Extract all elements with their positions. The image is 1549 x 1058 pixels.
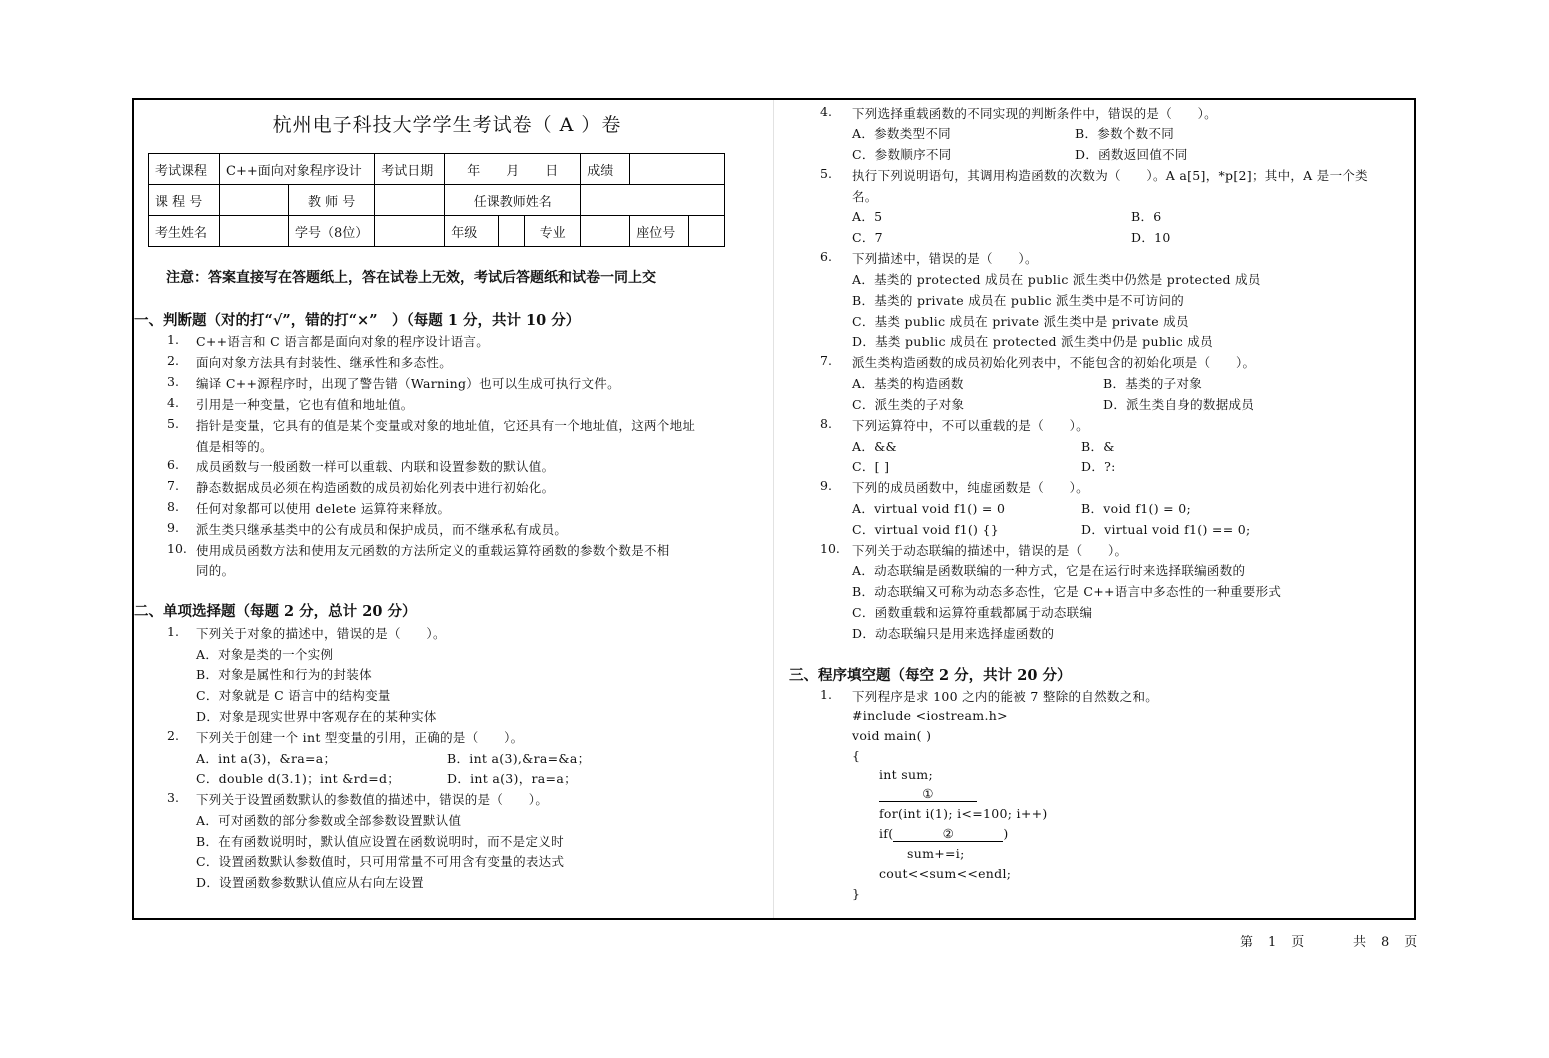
code-line: { bbox=[852, 748, 861, 763]
question-stem: 下列运算符中，不可以重载的是（ ）。 bbox=[852, 418, 1089, 433]
option: B．int a(3),&ra=&a； bbox=[447, 751, 591, 766]
blank-2[interactable]: ② bbox=[893, 826, 1003, 842]
option: D．派生类自身的数据成员 bbox=[1103, 397, 1255, 412]
question-number: 9. bbox=[820, 478, 832, 493]
question-stem: 下列选择重载函数的不同实现的判断条件中，错误的是（ ）。 bbox=[852, 106, 1217, 121]
option: D．?: bbox=[1081, 459, 1116, 474]
code-line: void main( ) bbox=[852, 728, 932, 743]
question-number: 10. bbox=[820, 541, 840, 556]
judge-item: 使用成员函数方法和使用友元函数的方法所定义的重载运算符函数的参数个数是不相 bbox=[196, 543, 670, 558]
question-number: 1. bbox=[820, 687, 832, 702]
judge-item: 指针是变量，它具有的值是某个变量或对象的地址值，它还具有一个地址值，这两个地址 bbox=[196, 418, 696, 433]
code-line: cout<<sum<<endl; bbox=[879, 866, 1012, 881]
option: D．对象是现实世界中客观存在的某种实体 bbox=[196, 709, 437, 724]
item-number: 7. bbox=[167, 478, 179, 493]
right-column bbox=[786, 100, 1406, 918]
option: A．对象是类的一个实例 bbox=[196, 647, 334, 662]
info-cell[interactable] bbox=[220, 185, 289, 216]
judge-item: 成员函数与一般函数一样可以重载、内联和设置参数的默认值。 bbox=[196, 459, 555, 474]
option: A．&& bbox=[852, 439, 897, 454]
item-number: 5. bbox=[167, 416, 179, 431]
code-blank-line bbox=[879, 786, 977, 802]
judge-item: 任何对象都可以使用 delete 运算符来释放。 bbox=[196, 501, 451, 516]
option: B．基类的子对象 bbox=[1103, 376, 1203, 391]
page-number: 第 1 页 bbox=[1240, 935, 1306, 950]
option: B．6 bbox=[1131, 209, 1162, 224]
option: C．参数顺序不同 bbox=[852, 147, 952, 162]
code-line: int sum; bbox=[879, 767, 933, 782]
info-cell[interactable] bbox=[499, 216, 524, 247]
question-stem: 下列程序是求 100 之内的能被 7 整除的自然数之和。 bbox=[852, 689, 1159, 704]
code-blank-line bbox=[879, 826, 1009, 842]
exam-notice: 注意：答案直接写在答题纸上，答在试卷上无效，考试后答题纸和试卷一同上交 bbox=[166, 270, 656, 286]
item-number: 4. bbox=[167, 395, 179, 410]
option: B．在有函数说明时，默认值应设置在函数说明时，而不是定义时 bbox=[196, 834, 564, 849]
blank-1[interactable]: ① bbox=[879, 786, 977, 802]
option: D．10 bbox=[1131, 230, 1171, 245]
option: A．参数类型不同 bbox=[852, 126, 951, 141]
question-number: 8. bbox=[820, 416, 832, 431]
info-cell: C++面向对象程序设计 bbox=[220, 154, 375, 185]
info-cell: 成绩 bbox=[581, 154, 630, 185]
item-number: 6. bbox=[167, 457, 179, 472]
info-cell[interactable] bbox=[630, 154, 725, 185]
option: D．函数返回值不同 bbox=[1075, 147, 1188, 162]
option: A．int a(3)，&ra=a； bbox=[196, 751, 337, 766]
section-1-title: 一、判断题（对的打“√”，错的打“×” ）（每题 1 分，共计 10 分） bbox=[134, 312, 581, 329]
option: A．基类的 protected 成员在 public 派生类中仍然是 protected 成员 bbox=[852, 272, 1261, 287]
question-stem: 下列关于对象的描述中，错误的是（ ）。 bbox=[196, 626, 446, 641]
option: B．参数个数不同 bbox=[1075, 126, 1175, 141]
info-cell[interactable] bbox=[220, 216, 289, 247]
judge-item: 派生类只继承基类中的公有成员和保护成员，而不继承私有成员。 bbox=[196, 522, 568, 537]
question-number: 4. bbox=[820, 104, 832, 119]
judge-item: 面向对象方法具有封装性、继承性和多态性。 bbox=[196, 355, 453, 370]
info-cell: 任课教师姓名 bbox=[445, 185, 581, 216]
code-line: sum+=i; bbox=[907, 846, 965, 861]
option: A．可对函数的部分参数或全部参数设置默认值 bbox=[196, 813, 462, 828]
question-number: 3. bbox=[167, 790, 179, 805]
option: C．基类 public 成员在 private 派生类中是 private 成员 bbox=[852, 314, 1189, 329]
section-2-title: 二、单项选择题（每题 2 分，总计 20 分） bbox=[134, 603, 417, 620]
judge-item: C++语言和 C 语言都是面向对象的程序设计语言。 bbox=[196, 334, 490, 349]
info-cell[interactable] bbox=[375, 216, 445, 247]
item-number: 3. bbox=[167, 374, 179, 389]
option: D．基类 public 成员在 protected 派生类中仍是 public 成员 bbox=[852, 334, 1213, 349]
info-row bbox=[149, 216, 725, 247]
option: D．动态联编只是用来选择虚函数的 bbox=[852, 626, 1055, 641]
info-cell: 座位号 bbox=[630, 216, 689, 247]
option: C．对象就是 C 语言中的结构变量 bbox=[196, 688, 391, 703]
page-total: 共 8 页 bbox=[1353, 935, 1419, 950]
info-cell: 年 月 日 bbox=[445, 154, 581, 185]
judge-item-cont: 值是相等的。 bbox=[196, 439, 273, 454]
info-cell: 专业 bbox=[524, 216, 580, 247]
item-number: 1. bbox=[167, 332, 179, 347]
question-stem: 下列描述中，错误的是（ ）。 bbox=[852, 251, 1038, 266]
code-line: } bbox=[852, 886, 861, 901]
question-number: 5. bbox=[820, 166, 832, 181]
judge-item: 编译 C++源程序时，出现了警告错（Warning）也可以生成可执行文件。 bbox=[196, 376, 620, 391]
exam-title: 杭州电子科技大学学生考试卷（ A ）卷 bbox=[272, 114, 622, 136]
option: B．基类的 private 成员在 public 派生类中是不可访问的 bbox=[852, 293, 1185, 308]
judge-item: 引用是一种变量，它也有值和地址值。 bbox=[196, 397, 414, 412]
code-if-suffix: ) bbox=[1003, 826, 1009, 841]
option: C．函数重载和运算符重载都属于动态联编 bbox=[852, 605, 1093, 620]
item-number: 9. bbox=[167, 520, 179, 535]
info-cell: 课 程 号 bbox=[149, 185, 220, 216]
info-cell: 年级 bbox=[445, 216, 499, 247]
question-number: 1. bbox=[167, 624, 179, 639]
option: D．virtual void f1() == 0; bbox=[1081, 522, 1251, 537]
option: B．& bbox=[1081, 439, 1115, 454]
question-number: 7. bbox=[820, 353, 832, 368]
question-stem: 执行下列说明语句，其调用构造函数的次数为（ ）。A a[5]，*p[2]；其中，A 是一个类 bbox=[852, 168, 1368, 183]
item-number: 8. bbox=[167, 499, 179, 514]
info-cell: 学号（8位） bbox=[289, 216, 375, 247]
code-line: #include <iostream.h> bbox=[852, 708, 1008, 723]
option: C．virtual void f1() {} bbox=[852, 522, 999, 537]
code-line: for(int i(1); i<=100; i++) bbox=[879, 806, 1048, 821]
question-stem: 下列关于动态联编的描述中，错误的是（ ）。 bbox=[852, 543, 1128, 558]
option: C．double d(3.1)；int &rd=d； bbox=[196, 771, 401, 786]
option: C．[ ] bbox=[852, 459, 890, 474]
question-stem: 下列的成员函数中，纯虚函数是（ ）。 bbox=[852, 480, 1089, 495]
info-cell: 考试课程 bbox=[149, 154, 220, 185]
question-stem: 下列关于设置函数默认的参数值的描述中，错误的是（ ）。 bbox=[196, 792, 549, 807]
info-cell: 考生姓名 bbox=[149, 216, 220, 247]
option: B．动态联编又可称为动态多态性，它是 C++语言中多态性的一种重要形式 bbox=[852, 584, 1282, 599]
option: A．virtual void f1() = 0 bbox=[852, 501, 1006, 516]
judge-item: 静态数据成员必须在构造函数的成员初始化列表中进行初始化。 bbox=[196, 480, 555, 495]
item-number: 10. bbox=[167, 541, 187, 556]
option: A．基类的构造函数 bbox=[852, 376, 964, 391]
question-stem: 派生类构造函数的成员初始化列表中，不能包含的初始化项是（ ）。 bbox=[852, 355, 1256, 370]
option: D．设置函数参数默认值应从右向左设置 bbox=[196, 875, 424, 890]
code-if-prefix: if( bbox=[879, 826, 894, 841]
judge-item-cont: 同的。 bbox=[196, 563, 235, 578]
info-cell: 教 师 号 bbox=[289, 185, 375, 216]
column-divider bbox=[773, 100, 774, 918]
option: B．对象是属性和行为的封装体 bbox=[196, 667, 372, 682]
info-cell: 考试日期 bbox=[375, 154, 445, 185]
question-stem-cont: 名。 bbox=[852, 189, 878, 204]
question-stem: 下列关于创建一个 int 型变量的引用，正确的是（ ）。 bbox=[196, 730, 524, 745]
info-cell[interactable] bbox=[688, 216, 724, 247]
info-cell[interactable] bbox=[581, 185, 725, 216]
info-cell[interactable] bbox=[581, 216, 630, 247]
section-3-title: 三、程序填空题（每空 2 分，共计 20 分） bbox=[789, 667, 1072, 684]
question-number: 6. bbox=[820, 249, 832, 264]
option: A．动态联编是函数联编的一种方式，它是在运行时来选择联编函数的 bbox=[852, 563, 1246, 578]
option: C．设置函数默认参数值时，只可用常量不可用含有变量的表达式 bbox=[196, 854, 565, 869]
left-column bbox=[134, 100, 770, 918]
info-row bbox=[149, 185, 725, 216]
option: B．void f1() = 0; bbox=[1081, 501, 1191, 516]
info-row bbox=[149, 154, 725, 185]
info-cell[interactable] bbox=[375, 185, 445, 216]
option: D．int a(3)，ra=a； bbox=[447, 771, 577, 786]
question-number: 2. bbox=[167, 728, 179, 743]
exam-info-table bbox=[148, 153, 725, 247]
option: C．派生类的子对象 bbox=[852, 397, 965, 412]
option: C．7 bbox=[852, 230, 883, 245]
option: A．5 bbox=[852, 209, 883, 224]
item-number: 2. bbox=[167, 353, 179, 368]
